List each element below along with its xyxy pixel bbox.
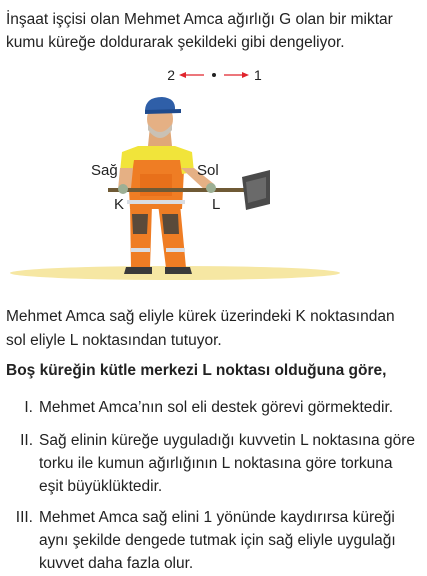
description-paragraph: Mehmet Amca sağ eliyle kürek üzerindeki K noktasından sol eliyle L noktasından tutuyor. bbox=[6, 308, 395, 349]
statement-text: Sağ elinin küreğe uyguladığı kuvvetin L noktasına göre torku ile kumun ağırlığının L noktasına göre torkuna eşit büyüklüktedir. bbox=[39, 432, 415, 495]
cap bbox=[145, 97, 175, 110]
statement-text: Mehmet Amca’nın sol eli destek görevi görmektedir. bbox=[39, 399, 394, 416]
point-l-label: L bbox=[212, 196, 221, 213]
arrow-left-head bbox=[179, 72, 186, 78]
question-stem: Boş küreğin kütle merkezi L noktası olduğuna göre, bbox=[6, 362, 387, 379]
statement-number: I. bbox=[24, 399, 33, 416]
statement-text: Mehmet Amca sağ elini 1 yönünde kaydırırsa küreği aynı şekilde dengede tutmak için sağ eliyle uygulağı kuvvet daha fazla olur. bbox=[39, 509, 396, 572]
intro-text: İnşaat işçisi olan Mehmet Amca ağırlığı G olan bir miktar kumu küreğe doldurarak şekildeki gibi dengeliyor. bbox=[6, 11, 393, 51]
label-sol: Sol bbox=[197, 162, 219, 179]
label-sag: Sağ bbox=[91, 162, 118, 179]
statement-number: II. bbox=[20, 432, 33, 449]
direction-2-label: 2 bbox=[167, 67, 175, 83]
direction-1-label: 1 bbox=[254, 67, 262, 83]
left-hand bbox=[206, 183, 216, 193]
worker-shovel-illustration bbox=[0, 64, 427, 286]
right-leg bbox=[158, 204, 186, 268]
left-leg bbox=[130, 204, 152, 268]
point-k-label: K bbox=[114, 196, 125, 213]
left-boot bbox=[124, 267, 152, 274]
right-hand bbox=[118, 184, 128, 194]
right-boot bbox=[165, 267, 192, 274]
statement-number: III. bbox=[15, 509, 33, 526]
reference-dot bbox=[212, 73, 216, 77]
arrow-right-head bbox=[242, 72, 249, 78]
figure bbox=[0, 64, 427, 286]
